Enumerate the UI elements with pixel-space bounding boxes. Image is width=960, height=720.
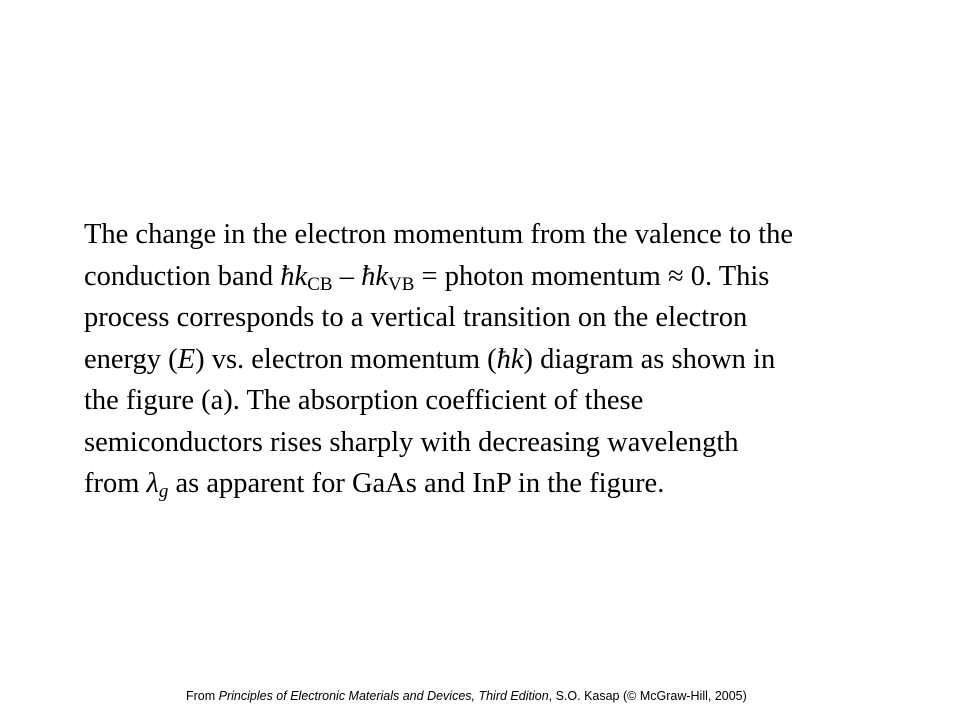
body-line-3: process corresponds to a vertical transition on the electron — [84, 302, 748, 333]
body-line-2-lead: conduction band — [84, 260, 281, 292]
k-symbol: k — [375, 260, 388, 292]
footer-author: , S.O. Kasap (© McGraw-Hill, 2005) — [548, 689, 747, 703]
hbar-symbol: ħ — [361, 260, 376, 292]
minus-sign: – — [332, 260, 362, 292]
hbar-symbol: ħ — [280, 260, 295, 292]
k-symbol: k — [510, 343, 524, 375]
footer-book-title: Principles of Electronic Materials and Devices, Third Edition — [218, 689, 549, 703]
body-paragraph — [84, 214, 904, 505]
body-line-2-tail: = photon momentum ≈ 0. This — [414, 260, 770, 292]
body-line-4-tail: ) diagram as shown in — [523, 343, 776, 375]
body-line-7 — [84, 463, 904, 505]
k-symbol: k — [294, 260, 308, 292]
cb-subscript: CB — [307, 273, 333, 295]
body-line-5: the figure (a). The absorption coefficient of these — [84, 385, 644, 416]
footer-from: From — [186, 689, 219, 703]
body-line-2 — [84, 256, 904, 298]
body-line-7-tail: as apparent for GaAs and InP in the figure. — [168, 468, 665, 499]
body-line-4 — [84, 339, 904, 381]
body-line-4-lead: energy ( — [84, 343, 178, 375]
g-subscript: g — [158, 481, 169, 502]
body-line-7-lead: from — [84, 468, 147, 499]
body-line-4-mid: ) vs. electron momentum ( — [195, 343, 497, 375]
hbar-symbol: ħ — [496, 343, 511, 375]
vb-subscript: VB — [387, 273, 415, 295]
body-line-1: The change in the electron momentum from the valence to the — [84, 219, 794, 250]
energy-symbol: E — [177, 343, 196, 375]
lambda-symbol: λ — [146, 468, 159, 499]
citation-footer — [186, 689, 747, 703]
body-line-6: semiconductors rises sharply with decreasing wavelength — [84, 426, 739, 458]
